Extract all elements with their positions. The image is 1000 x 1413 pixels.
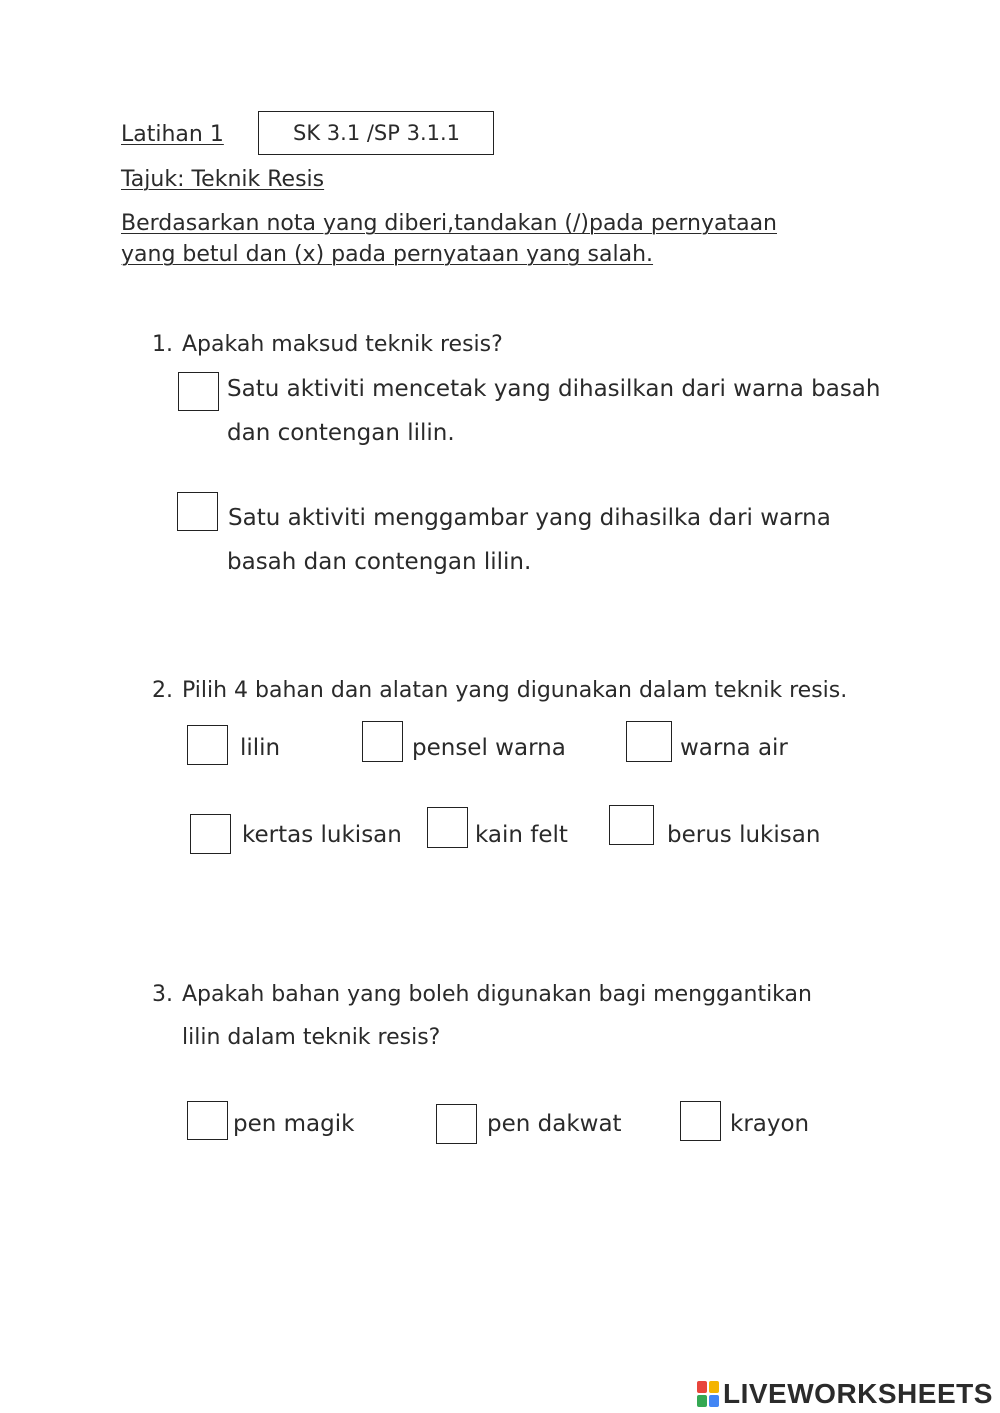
logo-square-green (697, 1395, 707, 1407)
topic-title: Tajuk: Teknik Resis (121, 167, 325, 192)
q2-option-pensel-warna-checkbox[interactable] (362, 721, 403, 762)
q2-option-kain-felt-label: kain felt (475, 822, 568, 848)
question-3-text-line-2: lilin dalam teknik resis? (182, 1025, 441, 1050)
q3-option-pen-dakwat-label: pen dakwat (487, 1111, 622, 1137)
exercise-label: Latihan 1 (121, 122, 224, 147)
liveworksheets-logo-text: LIVEWORKSHEETS (723, 1378, 993, 1409)
question-3-number: 3. (152, 982, 173, 1007)
question-1-text: Apakah maksud teknik resis? (182, 332, 503, 357)
q2-option-lilin-checkbox[interactable] (187, 725, 228, 765)
question-3-text-line-1: Apakah bahan yang boleh digunakan bagi menggantikan (182, 982, 812, 1007)
q2-option-kain-felt-checkbox[interactable] (427, 807, 468, 848)
q1-option-2-line-2: basah dan contengan lilin. (227, 549, 532, 575)
q2-option-kertas-lukisan-checkbox[interactable] (190, 814, 231, 854)
q2-option-berus-lukisan-checkbox[interactable] (609, 805, 654, 845)
q3-option-pen-dakwat-checkbox[interactable] (436, 1104, 477, 1144)
logo-square-red (697, 1381, 707, 1393)
liveworksheets-logo-icon (697, 1381, 719, 1407)
instruction-line-1: Berdasarkan nota yang diberi,tandakan (/)pada pernyataan (121, 211, 777, 236)
q3-option-pen-magik-label: pen magik (233, 1111, 355, 1137)
q3-option-pen-magik-checkbox[interactable] (187, 1101, 228, 1140)
logo-square-yellow (709, 1381, 719, 1393)
q2-option-berus-lukisan-label: berus lukisan (667, 822, 821, 848)
q3-option-krayon-label: krayon (730, 1111, 810, 1137)
q2-option-kertas-lukisan-label: kertas lukisan (242, 822, 402, 848)
q1-option-2-line-1: Satu aktiviti menggambar yang dihasilka dari warna (228, 505, 831, 531)
q2-option-warna-air-checkbox[interactable] (626, 721, 672, 762)
q1-option-1-line-2: dan contengan lilin. (227, 420, 455, 446)
q1-option-1-checkbox[interactable] (178, 372, 219, 411)
question-2-number: 2. (152, 678, 173, 703)
instruction-line-2: yang betul dan (x) pada pernyataan yang salah. (121, 242, 654, 267)
q3-option-krayon-checkbox[interactable] (680, 1101, 721, 1141)
q2-option-lilin-label: lilin (240, 735, 281, 761)
q1-option-2-checkbox[interactable] (177, 492, 218, 531)
q2-option-warna-air-label: warna air (680, 735, 788, 761)
standard-code-box (258, 111, 494, 155)
liveworksheets-logo (697, 1378, 993, 1410)
question-2-text: Pilih 4 bahan dan alatan yang digunakan dalam teknik resis. (182, 678, 848, 703)
q2-option-pensel-warna-label: pensel warna (412, 735, 566, 761)
logo-square-blue (709, 1395, 719, 1407)
q1-option-1-line-1: Satu aktiviti mencetak yang dihasilkan dari warna basah (227, 376, 881, 402)
question-1-number: 1. (152, 332, 173, 357)
standard-code: SK 3.1 /SP 3.1.1 (293, 121, 461, 145)
